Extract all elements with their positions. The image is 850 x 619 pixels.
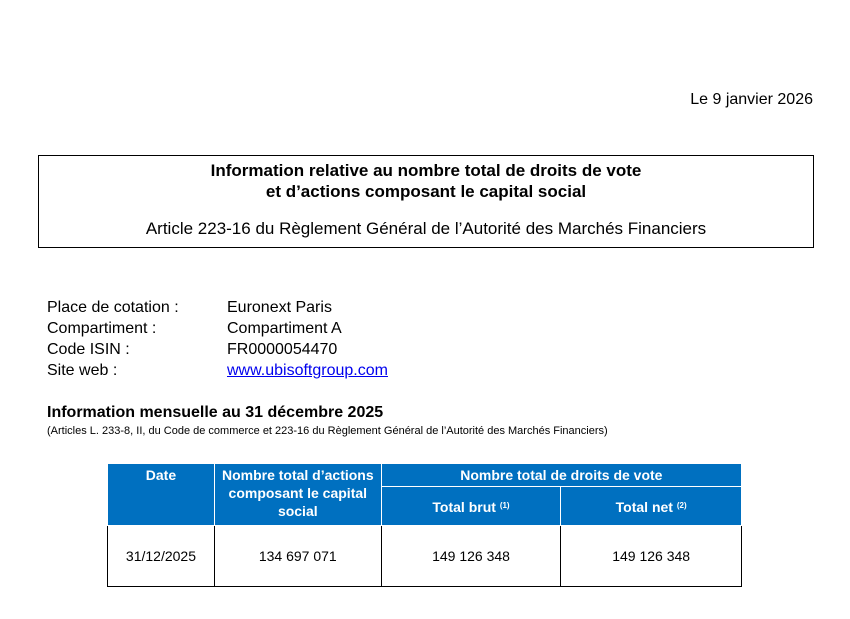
title-line-1: Information relative au nombre total de droits de vote (210, 161, 642, 180)
header-total-gross (381, 487, 561, 526)
header-total-net (561, 487, 742, 526)
listing-info (47, 297, 388, 381)
header-voting-rights-group: Nombre total de droits de vote (381, 464, 741, 487)
compartment-label: Compartiment : (47, 320, 157, 337)
title-line-2: et d’actions composant le capital social (265, 182, 587, 201)
header-total-gross-note: (1) (499, 500, 510, 510)
header-total-shares: Nombre total d’actions composant le capital social (214, 464, 381, 526)
isin-label: Code ISIN : (47, 341, 130, 358)
info-row-website (47, 360, 388, 381)
info-row-isin (47, 339, 388, 360)
cell-total-gross: 149 126 348 (381, 526, 561, 587)
title-box (38, 155, 814, 248)
place-value: Euronext Paris (227, 299, 332, 316)
cell-total-shares: 134 697 071 (214, 526, 381, 587)
document-date: Le 9 janvier 2026 (690, 91, 813, 108)
header-total-gross-label: Total brut (432, 498, 496, 515)
info-row-place (47, 297, 388, 318)
isin-value: FR0000054470 (227, 341, 338, 358)
header-total-net-label: Total net (615, 498, 673, 515)
title-article-reference: Article 223-16 du Règlement Général de l’Autorité des Marchés Financiers (145, 219, 707, 238)
section-title: Information mensuelle au 31 décembre 2025 (47, 404, 384, 421)
compartment-value: Compartiment A (227, 320, 342, 337)
section-subtitle: (Articles L. 233-8, II, du Code de commerce et 223-16 du Règlement Général de l’Autorité des Marchés Financiers) (47, 425, 608, 437)
table-row (108, 526, 742, 587)
header-total-net-note: (2) (676, 500, 687, 510)
cell-total-net: 149 126 348 (561, 526, 742, 587)
website-link[interactable]: www.ubisoftgroup.com (227, 362, 388, 379)
voting-rights-table (107, 463, 742, 587)
website-label: Site web : (47, 362, 118, 379)
header-date: Date (108, 464, 215, 526)
cell-date: 31/12/2025 (108, 526, 215, 587)
place-label: Place de cotation : (47, 299, 179, 316)
info-row-compartment (47, 318, 388, 339)
